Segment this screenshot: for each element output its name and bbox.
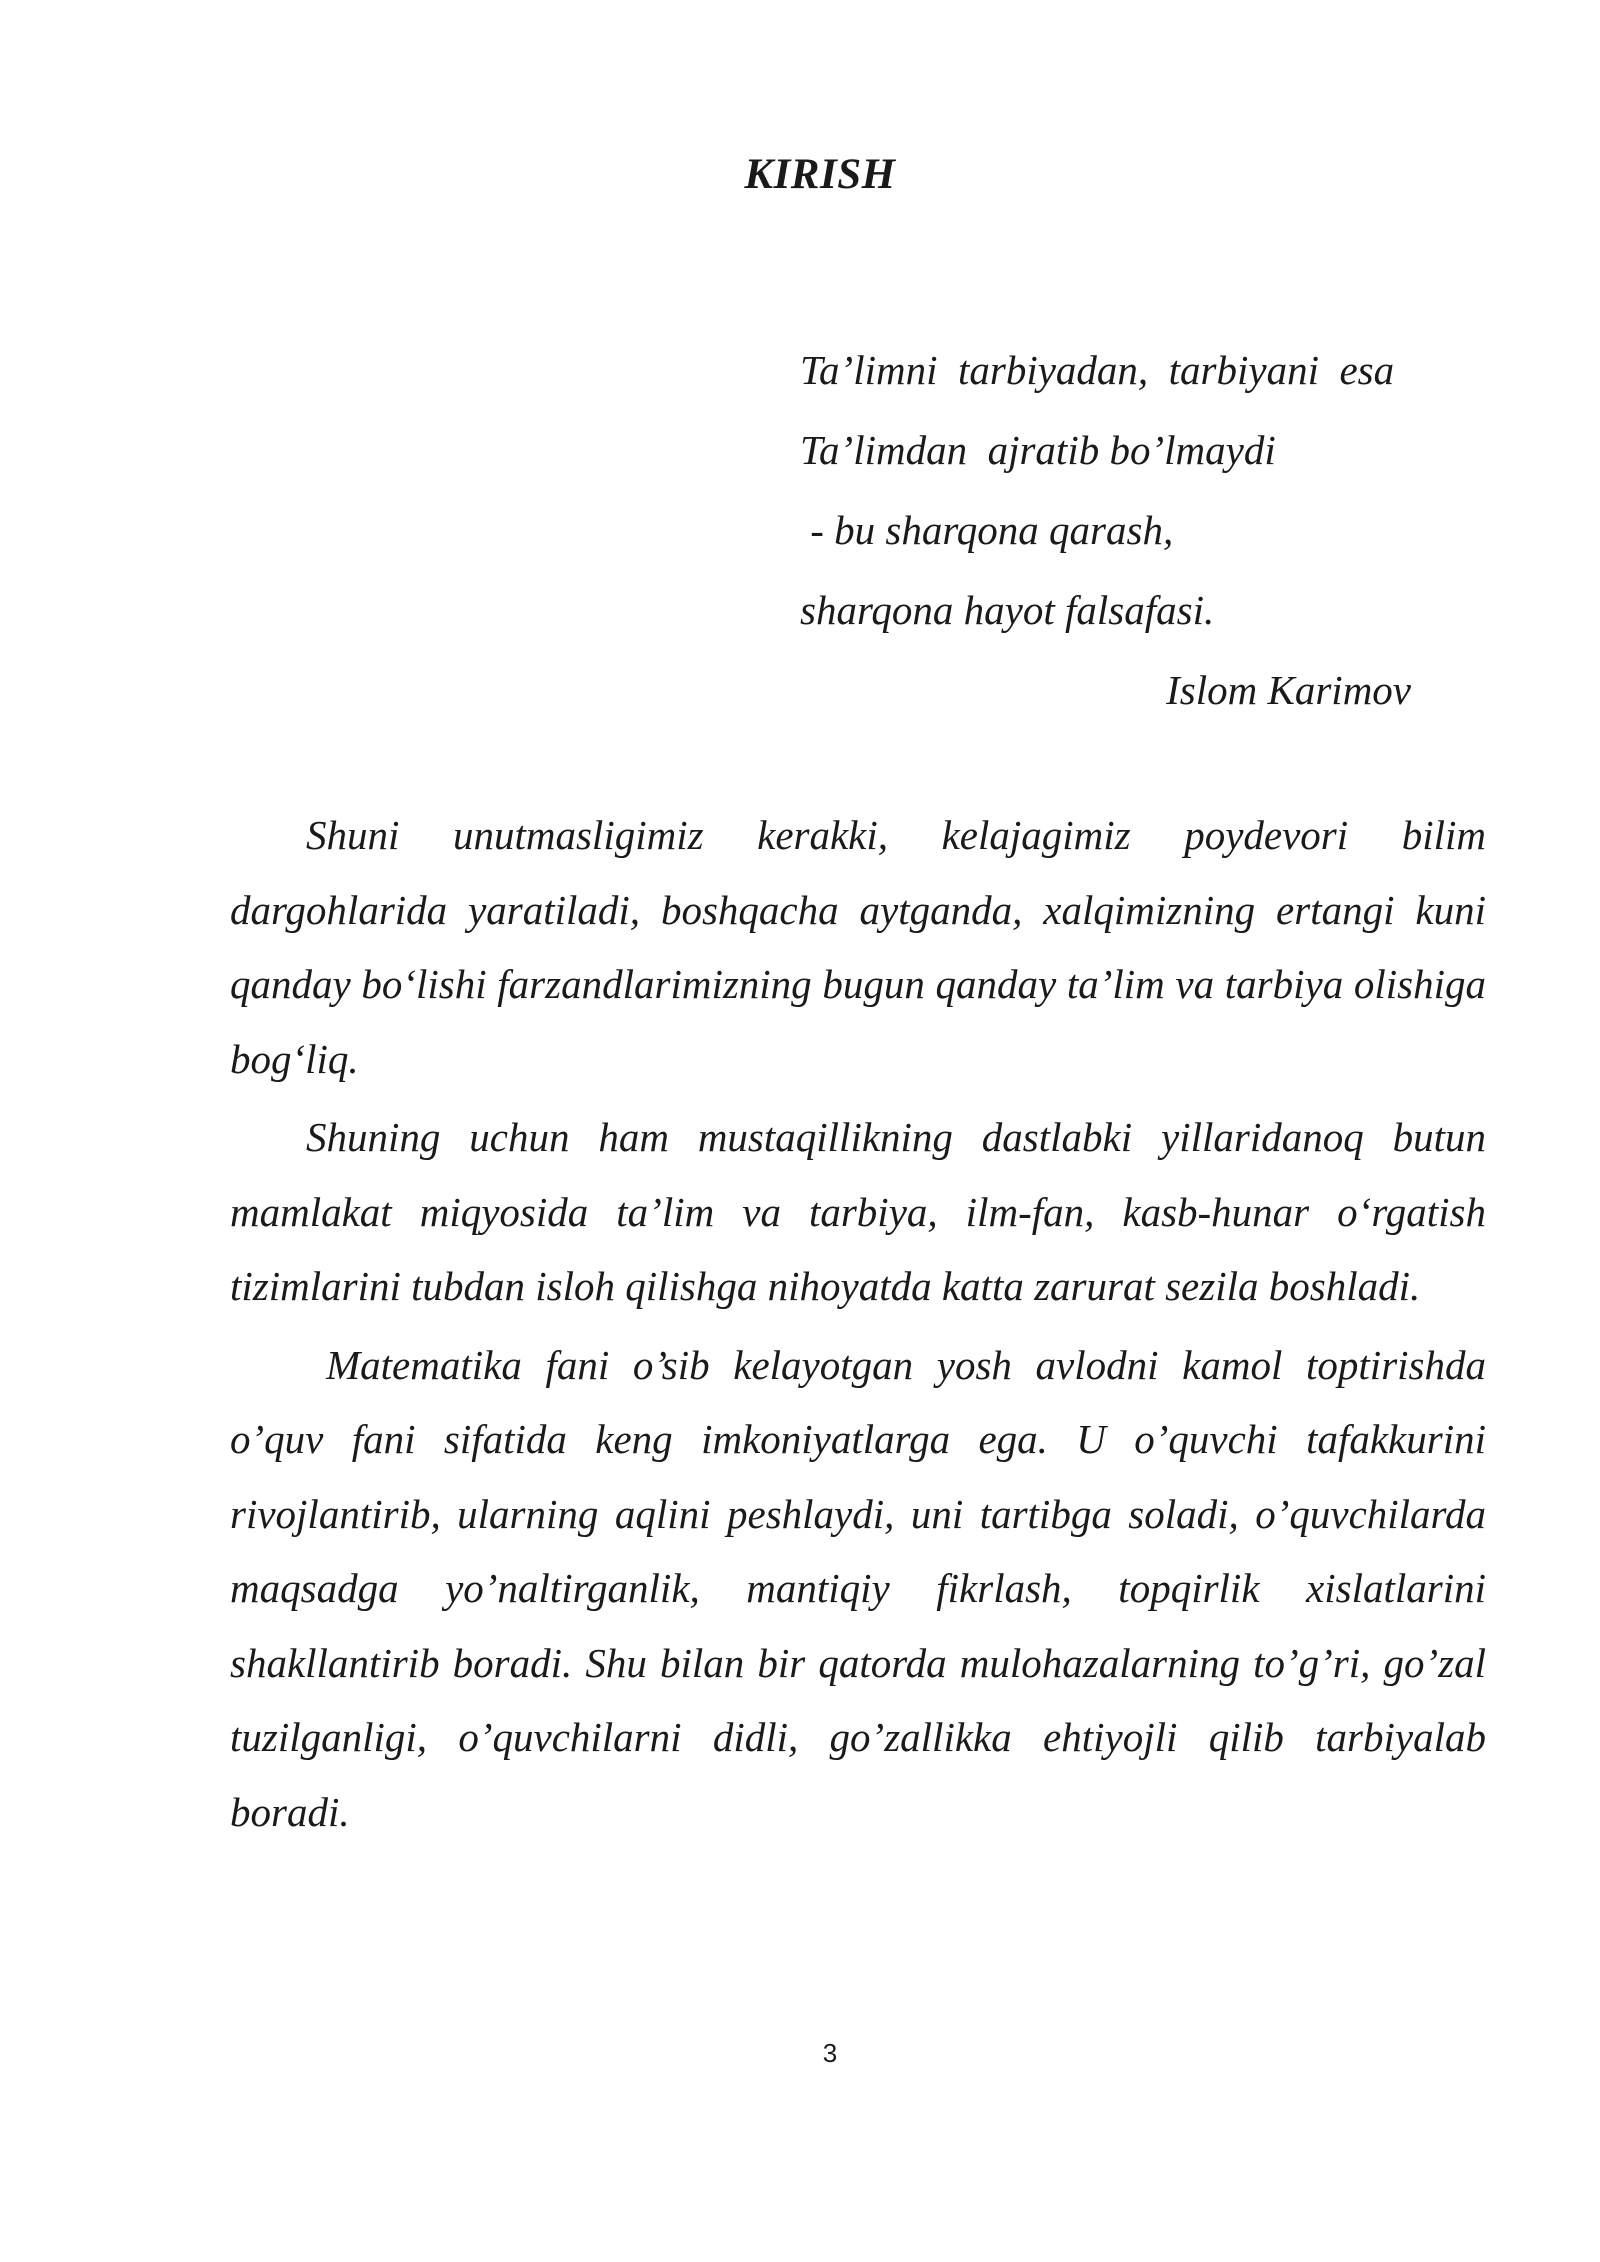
epigraph-line: Ta’limdan ajratib bo’lmaydi (800, 427, 1276, 473)
paragraph: Shuning uchun ham mustaqillikning dastlabki yillaridanoq butun mamlakat miqyosida ta’lim va tarbiya, ilm-fan, kasb-hunar o‘rgatish tizimlarini tubdan isloh qilishga nihoyatda katta zarurat sezila boshladi. (230, 1114, 1486, 1309)
page-number: 3 (822, 2038, 838, 2068)
epigraph (800, 330, 1440, 730)
page-title: KIRISH (744, 151, 896, 198)
paragraph: Shuni unutmasligimiz kerakki, kelajagimiz poydevori bilim dargohlarida yaratiladi, boshqacha aytganda, xalqimizning ertangi kuni qanday bo‘lishi farzandlarimizning bugun qanday ta’lim va tarbiya olishiga bog‘liq. (230, 812, 1486, 1082)
epigraph-line: Ta’limni tarbiyadan, tarbiyani esa (800, 347, 1395, 393)
body-text (230, 798, 1486, 1853)
epigraph-author: Islom Karimov (1166, 667, 1411, 713)
paragraph: Matematika fani o’sib kelayotgan yosh avlodni kamol toptirishda o’quv fani sifatida keng imkoniyatlarga ega. U o’quvchi tafakkurini rivojlantirib, ularning aqlini peshlaydi, uni tartibga soladi, o’quvchilarda maqsadga yo’naltirganlik, mantiqiy fikrlash, topqirlik xislatlarini shakllantirib boradi. Shu bilan bir qatorda mulohazalarning to’g’ri, go’zal tuzilganligi, o’quvchilarni didli, go’zallikka ehtiyojli qilib tarbiyalab boradi. (230, 1341, 1486, 1835)
epigraph-line: - bu sharqona qarash, (800, 507, 1174, 553)
epigraph-line: sharqona hayot falsafasi. (800, 587, 1215, 633)
